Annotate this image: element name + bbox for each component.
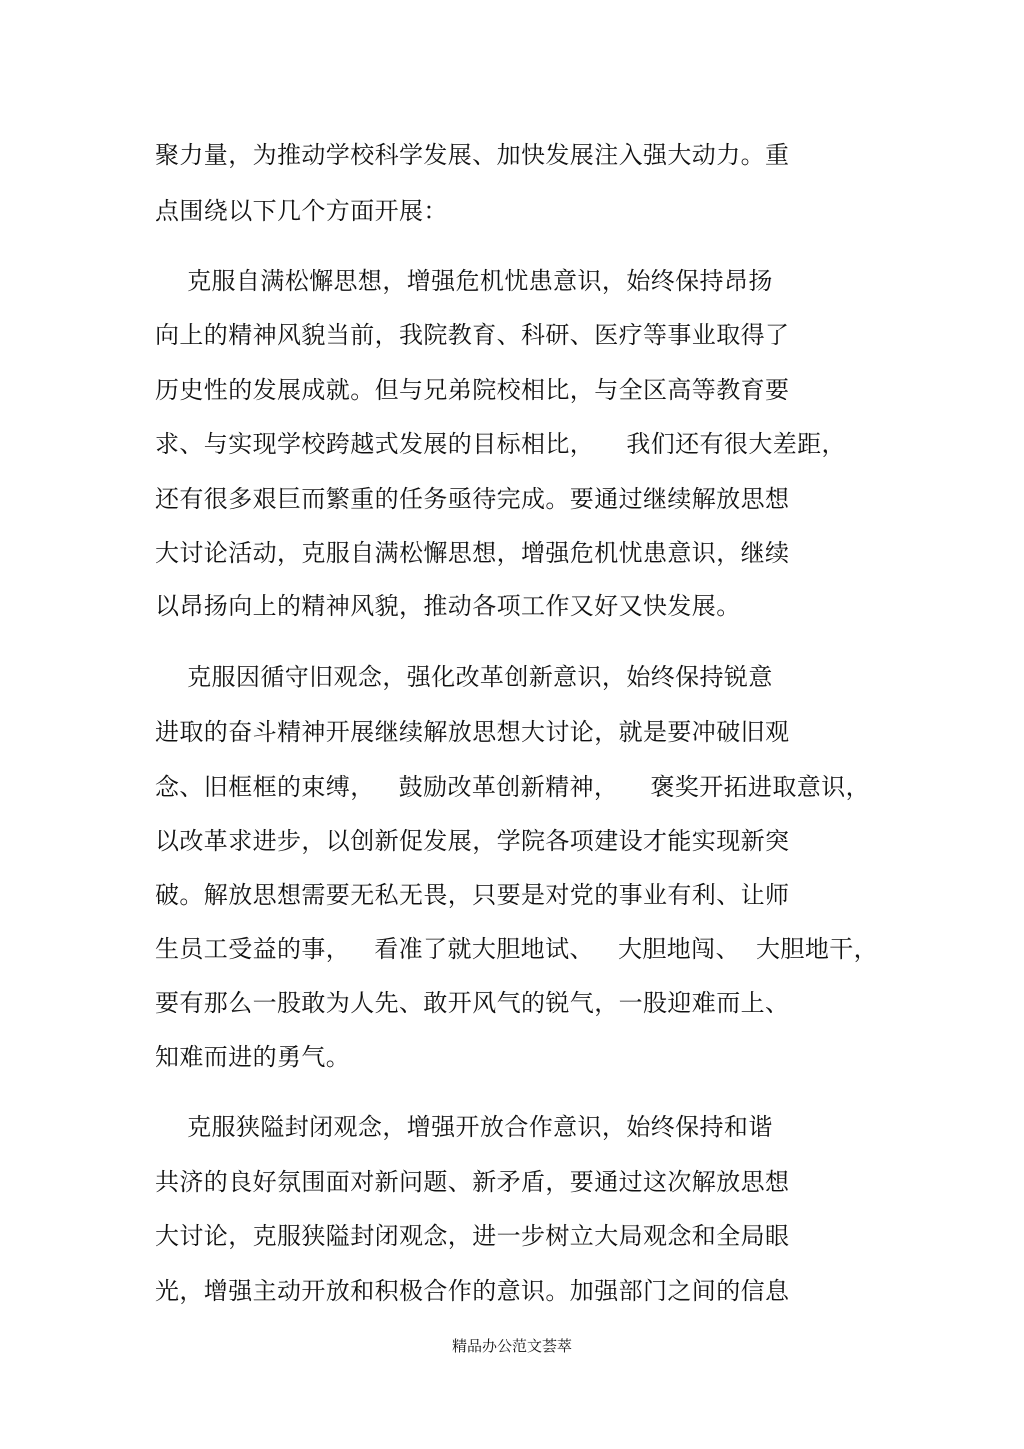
body-text-line: 要有那么一股敢为人先、敢开风气的锐气，一股迎难而上、 <box>155 989 790 1017</box>
body-text-line: 点围绕以下几个方面开展： <box>155 197 448 225</box>
body-text-line: 大讨论活动，克服自满松懈思想，增强危机忧患意识，继续 <box>155 539 790 567</box>
page-footer: 精品办公范文荟萃 <box>451 1337 572 1355</box>
body-text-line: 以改革求进步，以创新促发展，学院各项建设才能实现新突 <box>155 827 790 855</box>
body-text-line: 求、与实现学校跨越式发展的目标相比， 我们还有很大差距， <box>155 430 846 458</box>
body-text-line: 光，增强主动开放和积极合作的意识。加强部门之间的信息 <box>155 1277 790 1305</box>
body-text-line: 历史性的发展成就。但与兄弟院校相比，与全区高等教育要 <box>155 376 790 404</box>
body-text-line: 共济的良好氛围面对新问题、新矛盾，要通过这次解放思想 <box>155 1168 790 1196</box>
body-text-line: 以昂扬向上的精神风貌，推动各项工作又好又快发展。 <box>155 592 741 620</box>
body-text-line: 念、旧框框的束缚， 鼓励改革创新精神， 褒奖开拓进取意识， <box>155 773 871 801</box>
body-text-line: 还有很多艰巨而繁重的任务亟待完成。要通过继续解放思想 <box>155 485 790 513</box>
body-text-line: 聚力量，为推动学校科学发展、加快发展注入强大动力。重 <box>155 141 790 169</box>
body-text-line: 生员工受益的事， 看准了就大胆地试、 大胆地闯、 大胆地干， <box>155 935 879 963</box>
body-text-line: 克服因循守旧观念，强化改革创新意识，始终保持锐意 <box>155 663 773 691</box>
body-text-line: 进取的奋斗精神开展继续解放思想大讨论，就是要冲破旧观 <box>155 718 790 746</box>
body-text-line: 大讨论，克服狭隘封闭观念，进一步树立大局观念和全局眼 <box>155 1222 790 1250</box>
body-text-line: 克服狭隘封闭观念，增强开放合作意识，始终保持和谐 <box>155 1113 773 1141</box>
body-text-line: 破。解放思想需要无私无畏，只要是对党的事业有利、让师 <box>155 881 790 909</box>
body-text-line: 向上的精神风貌当前，我院教育、科研、医疗等事业取得了 <box>155 321 790 349</box>
body-text-line: 知难而进的勇气。 <box>155 1043 351 1071</box>
body-text-line: 克服自满松懈思想，增强危机忧患意识，始终保持昂扬 <box>155 267 773 295</box>
